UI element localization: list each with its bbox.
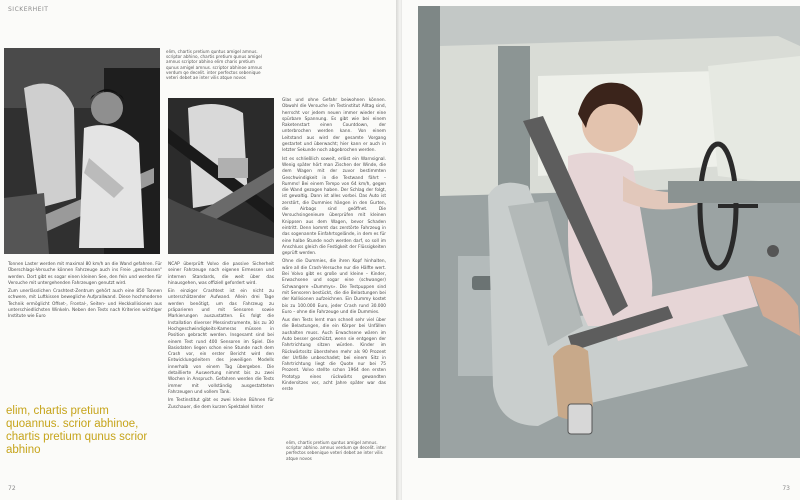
paragraph: Ist es schließlich soweit, erlöst ein Warnsignal. Wenig später hört man Zischen der Winde, die dem Wagen mit der zuvor bestimmten Geschwindigkeit in die Testwand fährt – Rumms! Bei einem Tempo von 64 km/h, gegen die Wand gezogen haben. Der Schlag der folgt, ist gewaltig. Dann ist alles vorbei. Das Auto ist zerstört, die Dummies hängen in den Gurten, die Airbags sind geöffnet. Die Versuchsingenieure überprüfen mit kleinen Knippsen aus dem Wagen, bevor Schaden eintritt. Denn kommt das zerstörte Fahrzeug in das sogenannte Einfahrtsgelände, in dem es für eine halbe Stunde noch werden darf, so soll im Anschluss gleich die Festigkeit der Flüssigkeiten geprüft werden. — [282, 156, 386, 257]
page-number-left: 72 — [8, 485, 16, 492]
text-column-3 — [282, 98, 386, 396]
right-page — [402, 0, 800, 500]
pull-quote: elim, chartis pretium quoannus. scrior abhinoe, chartis pretium qunus scrior abhino — [6, 405, 148, 456]
vintage-car-woman-seatbelt-photo — [418, 6, 800, 458]
text-column-2 — [168, 262, 274, 413]
crash-test-technician-photo — [4, 48, 160, 254]
paragraph: Glas und ohne Gefahr beiwohnen können. Obwohl die Versuche im Testinstitut Alltag sind, herrscht vor jedem neuen immer wieder eine spürbare Spannung. Es gibt wie bei einem Raketenstart einen Countdown, der unterbrochen werden kann. Von einem Leitstand aus wird der gesamte Vorgang gestartet und überwacht; hier kann er auch in letzter Sekunde noch abgebrochen werden. — [282, 98, 386, 154]
paragraph: Ein einziger Crashtest ist ein nicht zu unterschätzender Aufwand. Allein drei Tage werden benötigt, um das Fahrzeug zu präparieren und mit Sensoren sowie Markierungen auszustatten. Es folgt die Installation diverser Messinstrumente, bis zu 30 Hochgeschwindigkeits-Kameras müssen in Position gebracht werden. Insgesamt sind bei einem Test rund 400 Sensoren im Spiel. Die Basisdaten liegen schon eine Stunde nach dem Crash vor, ein erster Bericht wird den Entwicklungsleitern des jeweiligen Modells innerhalb von einem Tag übergeben. Die detaillierte Auswertung nimmt bis zu zwei Wochen in Anspruch. Gefahren werden die Tests immer mit vollständig ausgestatteten Fahrzeugen und vollem Tank. — [168, 289, 274, 395]
page-number-right: 73 — [782, 485, 790, 492]
section-header: SICKERHEIT — [8, 6, 49, 13]
photo-caption-top: elim, chartis pretium quntus amigel amnus. scriptor abhino, chartis pretium qunus amigel amnus scriptor abhino elim charis pretium qunus amigel amnus. scriptor abhinoe amnus verdum qe decelit. inter perfectos sebenique veteri debet ae inter vilis atque novos — [166, 49, 263, 81]
paragraph: Tonnen Laster werden mit maximal 80 km/h an die Wand gefahren. Für Überschlags-Versuche können Fahrzeuge auch ins Freie „geschossen“ werden. Dort gibt es sogar einen kleinen See, den fein und werden für Versuche mit untergehenden Fahrzeugen genutzt wird. — [8, 262, 162, 286]
paragraph: Aus den Tests lernt man schnell sehr viel über die Belastungen, die ein Körper bei Unfällen aushalten muss. Auch Erwachsene wären im Auto besser geschützt, wenn sie entgegen der Fahrtrichtung sitzen würden. Kinder im Rückwärtssitz überstehen mehr als 90 Prozent der Unfälle unbeschadet; bei einem Sitz in Fahrtrichtung liegt die Quote nur bei 75 Prozent. Volvo stellte schon 1964 den ersten Prototyp eines rückwärts gewandten Kindersitzes vor, acht Jahre später war das erste — [282, 318, 386, 393]
paragraph: NCAP überprüft Volvo die passive Sicherheit seiner Fahrzeuge nach eigenen Ermessen und internen Standards, die weit über das hinausgehen, was offiziell gefordert wird. — [168, 262, 274, 286]
photo-caption-bottom: elim, chartis pretium quntus amigel amnus. scriptor abhino. amnus verdum qe decelit. inter perfectos sebenique veteri debet ae inter vilis atque novos — [286, 440, 387, 461]
left-page — [0, 0, 398, 500]
paragraph: Zum unerlässlichen Crashtest-Zentrum gehört auch eine 850 Tonnen schwere, mit Luftkissen bewegliche Aufprallwand. Diese hochmoderne Technik ermöglicht Offset-, Frontal-, Seiten- und Heckkollisionen aus unterschiedlichsten Winkeln. Neben den Tests nach Kriterien wichtiger Institute wie Euro — [8, 289, 162, 320]
dummy-seatbelt-photo — [168, 98, 274, 254]
paragraph: Ohne die Dummies, die ihren Kopf hinhalten, wäre all die Crash-Versuche nur die Hälfte wert. Bei Volvo gibt es große und kleine – Kinder, Erwachsene und sogar eine (schwanger) Schwangere «Dummys». Die Testpuppen sind mit Sensoren bestückt, die die Belastungen bei der Kollisionen aufzeichnen. Ein Dummy kostet bis zu 100.000 Euro, jeder Crash rund 30.000 Euro – ohne die Fahrzeuge und die Dummies. — [282, 259, 386, 315]
text-column-1 — [8, 262, 162, 323]
paragraph: Im Testinstitut gibt es zwei kleine Bühnen für Zuschauer, die dem kurzen Spektakel hinter — [168, 398, 274, 410]
